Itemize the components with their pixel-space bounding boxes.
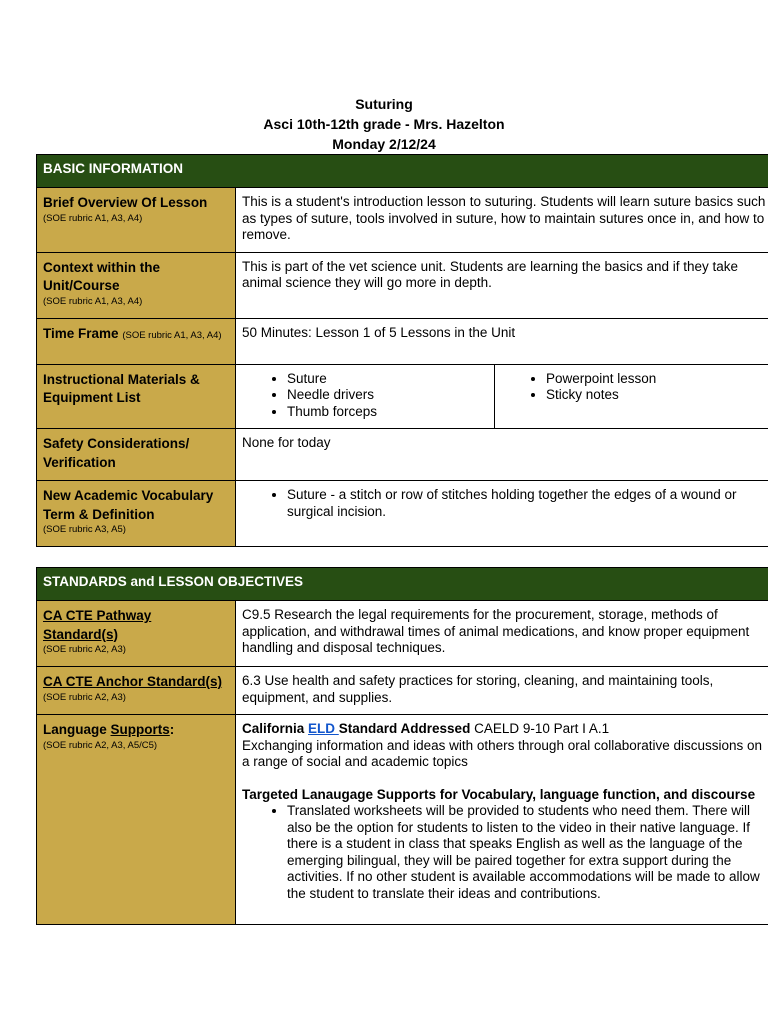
vocab-list bbox=[242, 487, 768, 520]
list-item: • Translated worksheets will be provided to students who need them. There will also be the option for students to listen to the video in their native language. If there is a student in class that speaks English as well as the language of the emerging bilingual, they will be paired together for extra support during the activities. If no other student is available accommodations will be made to allow the student to translate their ideas and contributions. bbox=[287, 803, 768, 902]
table-row bbox=[37, 715, 768, 925]
basic-information-table bbox=[36, 154, 768, 547]
timeframe-label: Time Frame bbox=[43, 325, 119, 341]
targeted-supports-heading: Targeted Lanaugage Supports for Vocabulary, language function, and discourse bbox=[242, 786, 756, 802]
language-label-prefix: Language bbox=[43, 722, 111, 737]
pathway-label-cell bbox=[37, 601, 236, 667]
list-item: • Sticky notes bbox=[546, 387, 768, 404]
anchor-label[interactable]: CA CTE Anchor Standard(s) bbox=[43, 674, 223, 689]
timeframe-text: 50 Minutes: Lesson 1 of 5 Lessons in the Unit bbox=[236, 318, 768, 364]
materials-right-list bbox=[501, 371, 768, 404]
language-content-cell bbox=[236, 715, 768, 925]
eld-code: CAELD 9-10 Part I A.1 bbox=[470, 721, 610, 736]
table-row bbox=[37, 429, 768, 481]
anchor-label-cell bbox=[37, 667, 236, 715]
table-row bbox=[37, 364, 768, 429]
context-text: This is part of the vet science unit. Students are learning the basics and if they take animal science they will go more in depth. bbox=[236, 252, 768, 318]
list-item: • Thumb forceps bbox=[287, 404, 488, 421]
context-label-cell bbox=[37, 252, 236, 318]
materials-left-list bbox=[242, 371, 488, 421]
vocab-rubric: (SOE rubric A3, A5) bbox=[43, 524, 126, 535]
list-item: • Needle drivers bbox=[287, 387, 488, 404]
vocab-cell bbox=[236, 481, 768, 547]
overview-label-cell bbox=[37, 188, 236, 253]
eld-bold: Standard Addressed bbox=[338, 721, 471, 736]
language-supports-list bbox=[242, 803, 768, 902]
overview-label: Brief Overview Of Lesson bbox=[43, 195, 208, 210]
table-row bbox=[37, 188, 768, 253]
table-row bbox=[37, 481, 768, 547]
table-row bbox=[37, 601, 768, 667]
pathway-text: C9.5 Research the legal requirements for the procurement, storage, methods of application, and withdrawal times of animal medications, and know proper equipment handling and disposal techniques. bbox=[236, 601, 768, 667]
basic-information-header: BASIC INFORMATION bbox=[37, 155, 768, 188]
materials-left-cell bbox=[236, 364, 495, 429]
pathway-label[interactable]: CA CTE Pathway Standard(s) bbox=[43, 608, 152, 642]
title-line-2: Asci 10th-12th grade - Mrs. Hazelton bbox=[263, 116, 505, 132]
eld-link[interactable]: ELD bbox=[308, 721, 339, 736]
language-rubric: (SOE rubric A2, A3, A5/C5) bbox=[43, 739, 158, 751]
language-label-suffix: : bbox=[169, 722, 175, 737]
table-row bbox=[37, 667, 768, 715]
supports-link[interactable]: Supports bbox=[110, 722, 170, 737]
timeframe-label-cell bbox=[37, 318, 236, 364]
overview-text: This is a student's introduction lesson to suturing. Students will learn suture basics such as types of suture, tools involved in suture, how to maintain sutures once in, and how to remove. bbox=[236, 188, 768, 253]
safety-label-cell bbox=[37, 429, 236, 481]
language-label bbox=[43, 721, 229, 740]
timeframe-rubric: (SOE rubric A1, A3, A4) bbox=[122, 329, 222, 341]
materials-label-cell bbox=[37, 364, 236, 429]
pathway-rubric: (SOE rubric A2, A3) bbox=[43, 644, 126, 655]
materials-label: Instructional Materials & Equipment List bbox=[43, 371, 200, 405]
list-item: • Suture - a stitch or row of stitches holding together the edges of a wound or surgical incision. bbox=[287, 487, 768, 520]
safety-label: Safety Considerations/ Verification bbox=[43, 436, 190, 470]
anchor-text: 6.3 Use health and safety practices for storing, cleaning, and maintaining tools, equipment, and supplies. bbox=[236, 667, 768, 715]
document-title bbox=[0, 94, 768, 154]
list-item: • Suture bbox=[287, 371, 488, 388]
title-line-1: Suturing bbox=[355, 96, 413, 112]
safety-text: None for today bbox=[236, 429, 768, 481]
vocab-label-cell bbox=[37, 481, 236, 547]
overview-rubric: (SOE rubric A1, A3, A4) bbox=[43, 212, 143, 224]
table-row bbox=[37, 318, 768, 364]
eld-prefix: California bbox=[242, 721, 309, 736]
vocab-label: New Academic Vocabulary Term & Definition bbox=[43, 488, 214, 522]
context-rubric: (SOE rubric A1, A3, A4) bbox=[43, 295, 143, 307]
context-label: Context within the Unit/Course bbox=[43, 259, 160, 293]
anchor-rubric: (SOE rubric A2, A3) bbox=[43, 691, 126, 703]
eld-standard-line bbox=[242, 721, 768, 738]
eld-description: Exchanging information and ideas with others through oral collaborative discussions on a range of social and academic topics bbox=[242, 737, 763, 769]
standards-table bbox=[36, 567, 768, 925]
list-item: • Powerpoint lesson bbox=[546, 371, 768, 388]
materials-right-cell bbox=[495, 364, 768, 429]
standards-header: STANDARDS and LESSON OBJECTIVES bbox=[37, 568, 768, 601]
language-label-cell bbox=[37, 715, 236, 925]
table-row bbox=[37, 252, 768, 318]
title-line-3: Monday 2/12/24 bbox=[332, 136, 436, 152]
